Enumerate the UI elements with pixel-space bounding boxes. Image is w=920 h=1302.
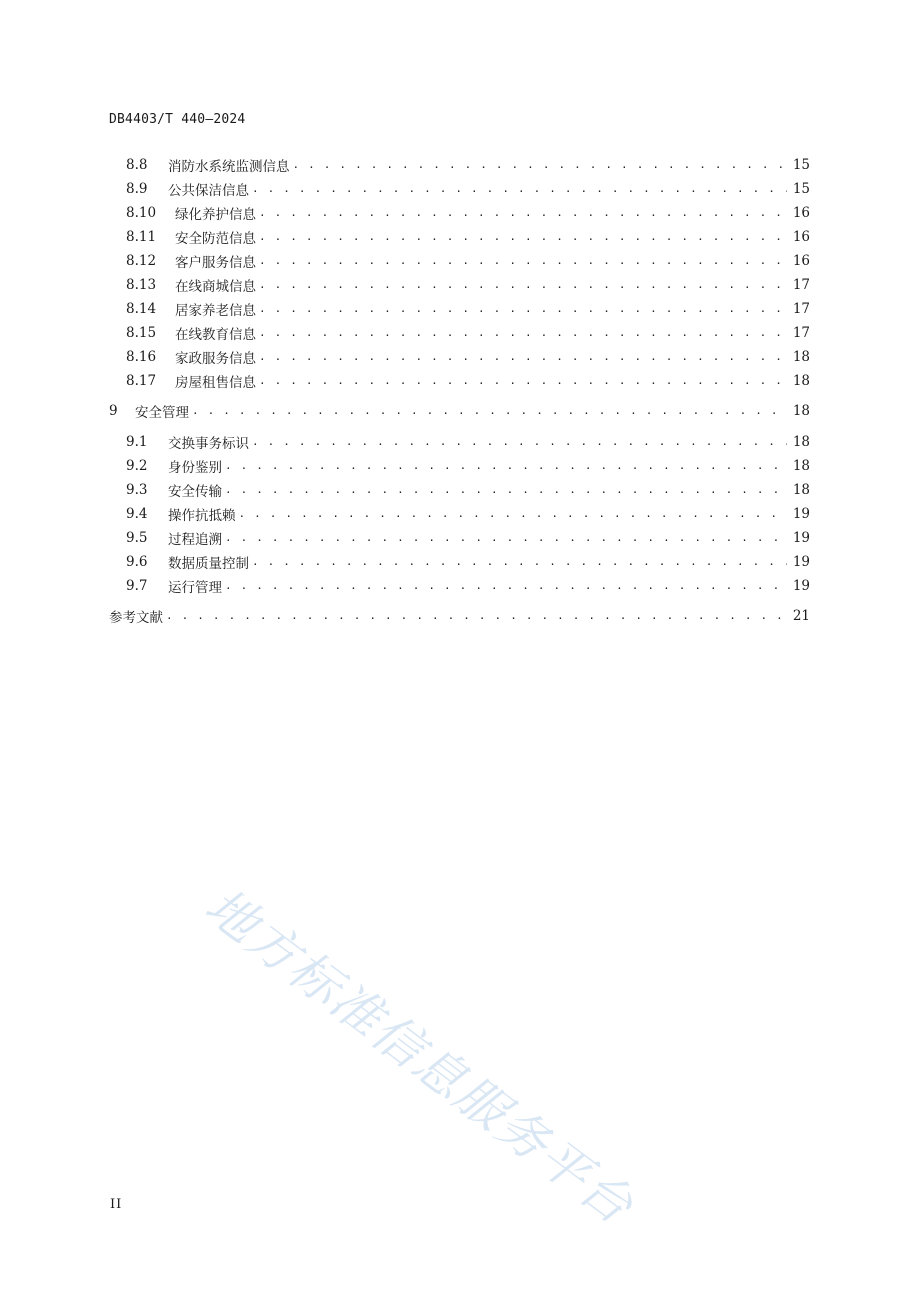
toc-title: 安全防范信息 bbox=[175, 231, 256, 247]
toc-title: 参考文献 bbox=[109, 610, 163, 626]
toc-page-number: 17 bbox=[792, 325, 810, 341]
toc-title: 公共保洁信息 bbox=[168, 183, 249, 199]
toc-page-number: 19 bbox=[792, 506, 810, 522]
toc-leader-dots bbox=[225, 576, 787, 596]
toc-leader-dots bbox=[259, 323, 787, 343]
toc-number: 8.13 bbox=[126, 277, 157, 293]
toc-leader-dots bbox=[259, 203, 787, 223]
toc-title: 安全传输 bbox=[168, 484, 222, 500]
toc-leader-dots bbox=[259, 227, 787, 247]
toc-entry[interactable] bbox=[126, 456, 810, 476]
toc-entry[interactable] bbox=[126, 203, 810, 223]
toc-title: 在线商城信息 bbox=[175, 279, 256, 295]
toc-entry[interactable] bbox=[126, 552, 810, 572]
toc-leader-dots bbox=[293, 155, 787, 175]
toc-leader-dots bbox=[259, 347, 787, 367]
toc-title: 身份鉴别 bbox=[168, 460, 222, 476]
toc-references-entry[interactable] bbox=[109, 606, 810, 626]
toc-page-number: 16 bbox=[792, 253, 810, 269]
toc-entry[interactable] bbox=[126, 275, 810, 295]
toc-title: 房屋租售信息 bbox=[175, 375, 256, 391]
toc-page-number: 16 bbox=[792, 205, 810, 221]
toc-number: 8.11 bbox=[126, 229, 157, 245]
toc-entry[interactable] bbox=[126, 251, 810, 271]
toc-leader-dots bbox=[259, 299, 787, 319]
toc-page-number: 16 bbox=[792, 229, 810, 245]
toc-number: 9.3 bbox=[126, 482, 148, 498]
toc-leader-dots bbox=[225, 528, 787, 548]
toc-page-number: 18 bbox=[792, 434, 810, 450]
toc-page-number: 15 bbox=[792, 157, 810, 173]
toc-title: 操作抗抵赖 bbox=[168, 508, 236, 524]
toc-title: 运行管理 bbox=[168, 580, 222, 596]
page-number-footer: II bbox=[110, 1197, 123, 1212]
toc-title: 消防水系统监测信息 bbox=[168, 159, 290, 175]
toc-leader-dots bbox=[259, 251, 787, 271]
toc-title: 客户服务信息 bbox=[175, 255, 256, 271]
toc-leader-dots bbox=[225, 456, 787, 476]
toc-entry[interactable] bbox=[126, 480, 810, 500]
toc-title: 在线教育信息 bbox=[175, 327, 256, 343]
toc-page-number: 19 bbox=[792, 578, 810, 594]
toc-leader-dots bbox=[239, 504, 787, 524]
toc-page-number: 19 bbox=[792, 530, 810, 546]
toc-leader-dots bbox=[259, 275, 787, 295]
toc-leader-dots bbox=[252, 432, 787, 452]
toc-number: 9.2 bbox=[126, 458, 148, 474]
toc-number: 8.16 bbox=[126, 349, 157, 365]
toc-number: 9 bbox=[109, 403, 118, 419]
toc-number: 8.8 bbox=[126, 157, 148, 173]
toc-number: 9.4 bbox=[126, 506, 148, 522]
toc-entry[interactable] bbox=[126, 323, 810, 343]
toc-page-number: 18 bbox=[792, 482, 810, 498]
toc-page-number: 19 bbox=[792, 554, 810, 570]
toc-entry[interactable] bbox=[126, 371, 810, 391]
watermark: 地方标准信息服务平台 bbox=[194, 876, 645, 1237]
toc-leader-dots bbox=[225, 480, 787, 500]
toc-leader-dots bbox=[252, 179, 787, 199]
document-code: DB4403/T 440—2024 bbox=[109, 112, 246, 127]
toc-number: 8.14 bbox=[126, 301, 157, 317]
toc-page-number: 17 bbox=[792, 277, 810, 293]
toc-entry[interactable] bbox=[126, 299, 810, 319]
toc-number: 9.5 bbox=[126, 530, 148, 546]
toc-chapter-entry[interactable] bbox=[109, 401, 810, 421]
toc-entry[interactable] bbox=[126, 155, 810, 175]
toc-entry[interactable] bbox=[126, 528, 810, 548]
toc-number: 8.9 bbox=[126, 181, 148, 197]
toc-page-number: 18 bbox=[792, 349, 810, 365]
toc-page-number: 18 bbox=[792, 373, 810, 389]
toc-number: 8.12 bbox=[126, 253, 157, 269]
toc-title: 数据质量控制 bbox=[168, 556, 249, 572]
toc-leader-dots bbox=[259, 371, 787, 391]
toc-page-number: 18 bbox=[792, 458, 810, 474]
toc-page-number: 17 bbox=[792, 301, 810, 317]
toc-number: 8.15 bbox=[126, 325, 157, 341]
toc-number: 8.10 bbox=[126, 205, 157, 221]
toc-leader-dots bbox=[252, 552, 787, 572]
toc-leader-dots bbox=[166, 606, 787, 626]
toc-entry[interactable] bbox=[126, 432, 810, 452]
toc-title: 绿化养护信息 bbox=[175, 207, 256, 223]
toc-title: 居家养老信息 bbox=[175, 303, 256, 319]
toc-page-number: 15 bbox=[792, 181, 810, 197]
toc-number: 9.1 bbox=[126, 434, 148, 450]
toc-title: 过程追溯 bbox=[168, 532, 222, 548]
toc-entry[interactable] bbox=[126, 227, 810, 247]
toc-title: 家政服务信息 bbox=[175, 351, 256, 367]
toc-number: 9.7 bbox=[126, 578, 148, 594]
toc-title: 交换事务标识 bbox=[168, 436, 249, 452]
toc-page-number: 21 bbox=[792, 608, 810, 624]
toc-page-number: 18 bbox=[792, 403, 810, 419]
toc-entry[interactable] bbox=[126, 576, 810, 596]
toc-title: 安全管理 bbox=[135, 405, 189, 421]
toc-number: 8.17 bbox=[126, 373, 157, 389]
toc-number: 9.6 bbox=[126, 554, 148, 570]
toc-entry[interactable] bbox=[126, 504, 810, 524]
toc-entry[interactable] bbox=[126, 347, 810, 367]
toc-entry[interactable] bbox=[126, 179, 810, 199]
toc-leader-dots bbox=[192, 401, 787, 421]
